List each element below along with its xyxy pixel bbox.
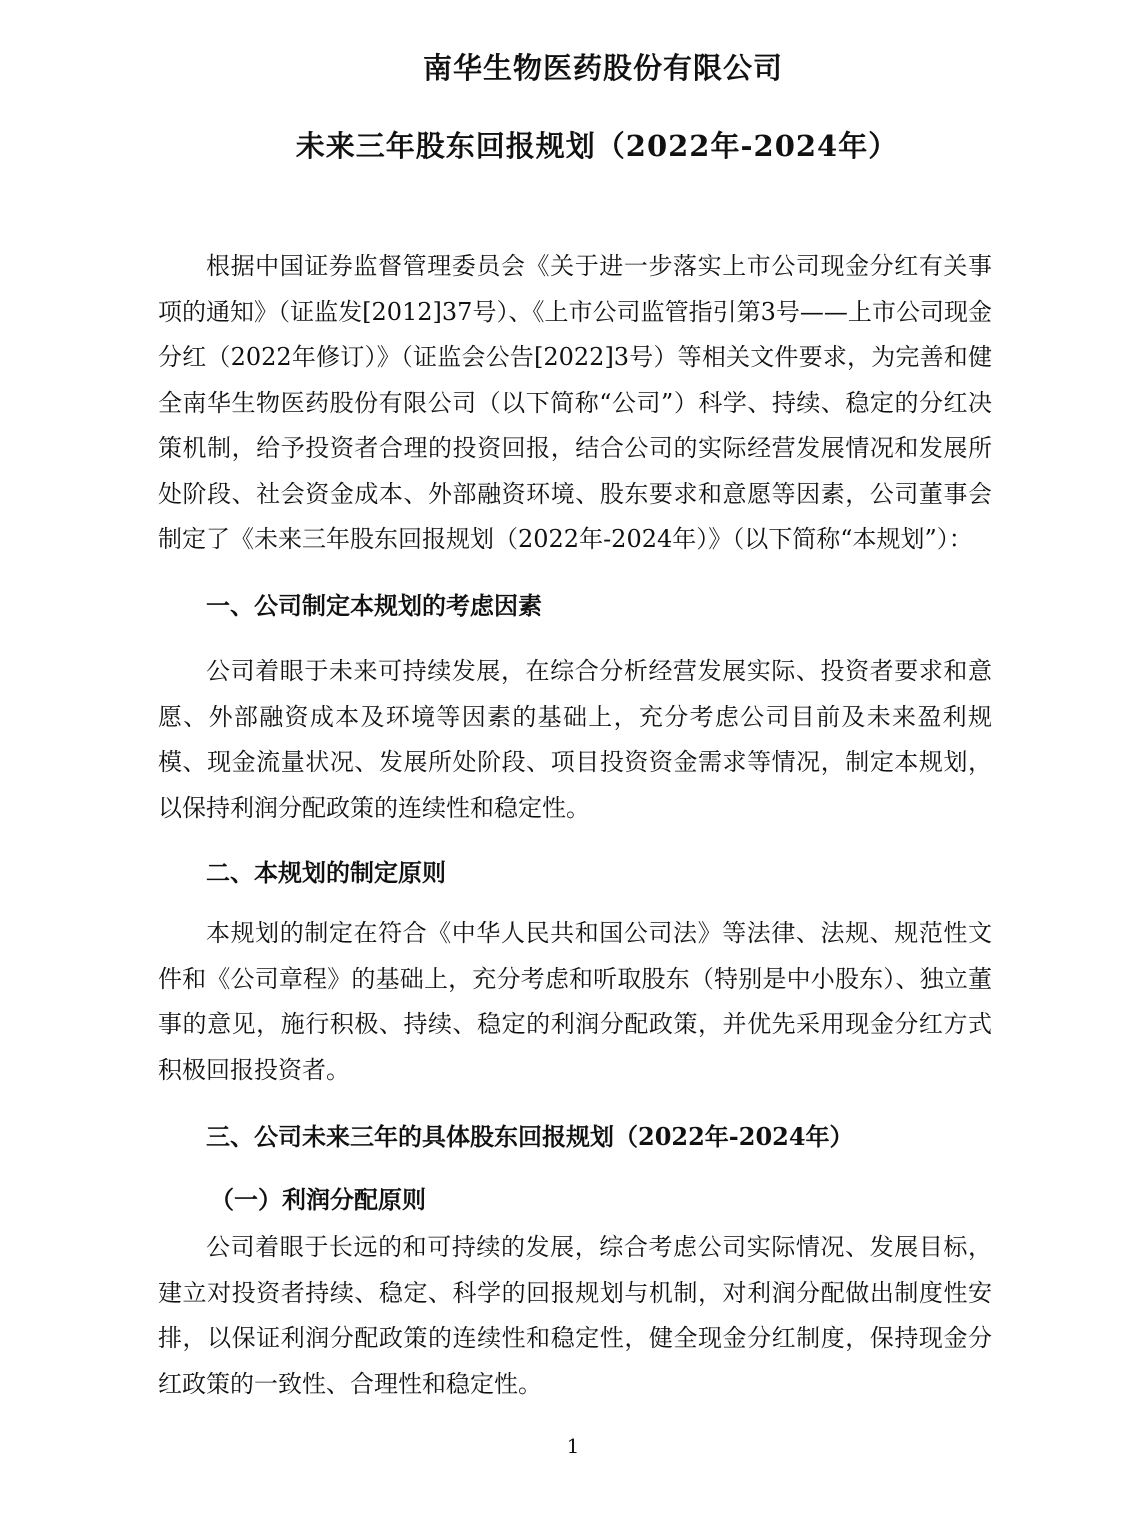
document-subtitle: 未来三年股东回报规划（2022年-2024年） [295, 129, 899, 163]
section-3-heading: 三、公司未来三年的具体股东回报规划（2022年-2024年） [206, 1122, 854, 1151]
document-title: 南华生物医药股份有限公司 [422, 51, 783, 85]
section-3-paragraph: 公司着眼于长远的和可持续的发展，综合考虑公司实际情况、发展目标，建立对投资者持续、稳定、科学的回报规划与机制，对利润分配做出制度性安排，以保证利润分配政策的连续性和稳定性，健全现金分红制度，保持现金分红政策的一致性、合理性和稳定性。 [158, 1233, 992, 1398]
section-3-subheading: （一）利润分配原则 [210, 1185, 426, 1214]
section-2-heading: 二、本规划的制定原则 [206, 858, 446, 887]
section-2-paragraph: 本规划的制定在符合《中华人民共和国公司法》等法律、法规、规范性文件和《公司章程》的基础上，充分考虑和听取股东（特别是中小股东）、独立董事的意见，施行积极、持续、稳定的利润分配政策，并优先采用现金分红方式积极回报投资者。 [158, 919, 992, 1084]
intro-paragraph: 根据中国证券监督管理委员会《关于进一步落实上市公司现金分红有关事项的通知》（证监发[2012]37号）、《上市公司监管指引第3号——上市公司现金分红（2022年修订）》（证监会公告[2022]3号）等相关文件要求，为完善和健全南华生物医药股份有限公司（以下简称“公司”）科学、持续、稳定的分红决策机制，给予投资者合理的投资回报，结合公司的实际经营发展情况和发展所处阶段、社会资金成本、外部融资环境、股东要求和意愿等因素，公司董事会制定了《未来三年股东回报规划（2022年-2024年）》（以下简称“本规划”）： [158, 252, 992, 553]
section-1-heading: 一、公司制定本规划的考虑因素 [206, 591, 542, 620]
page-number: 1 [566, 1434, 580, 1458]
section-1-paragraph: 公司着眼于未来可持续发展，在综合分析经营发展实际、投资者要求和意愿、外部融资成本及环境等因素的基础上，充分考虑公司目前及未来盈利规模、现金流量状况、发展所处阶段、项目投资资金需求等情况，制定本规划，以保持利润分配政策的连续性和稳定性。 [158, 657, 992, 822]
